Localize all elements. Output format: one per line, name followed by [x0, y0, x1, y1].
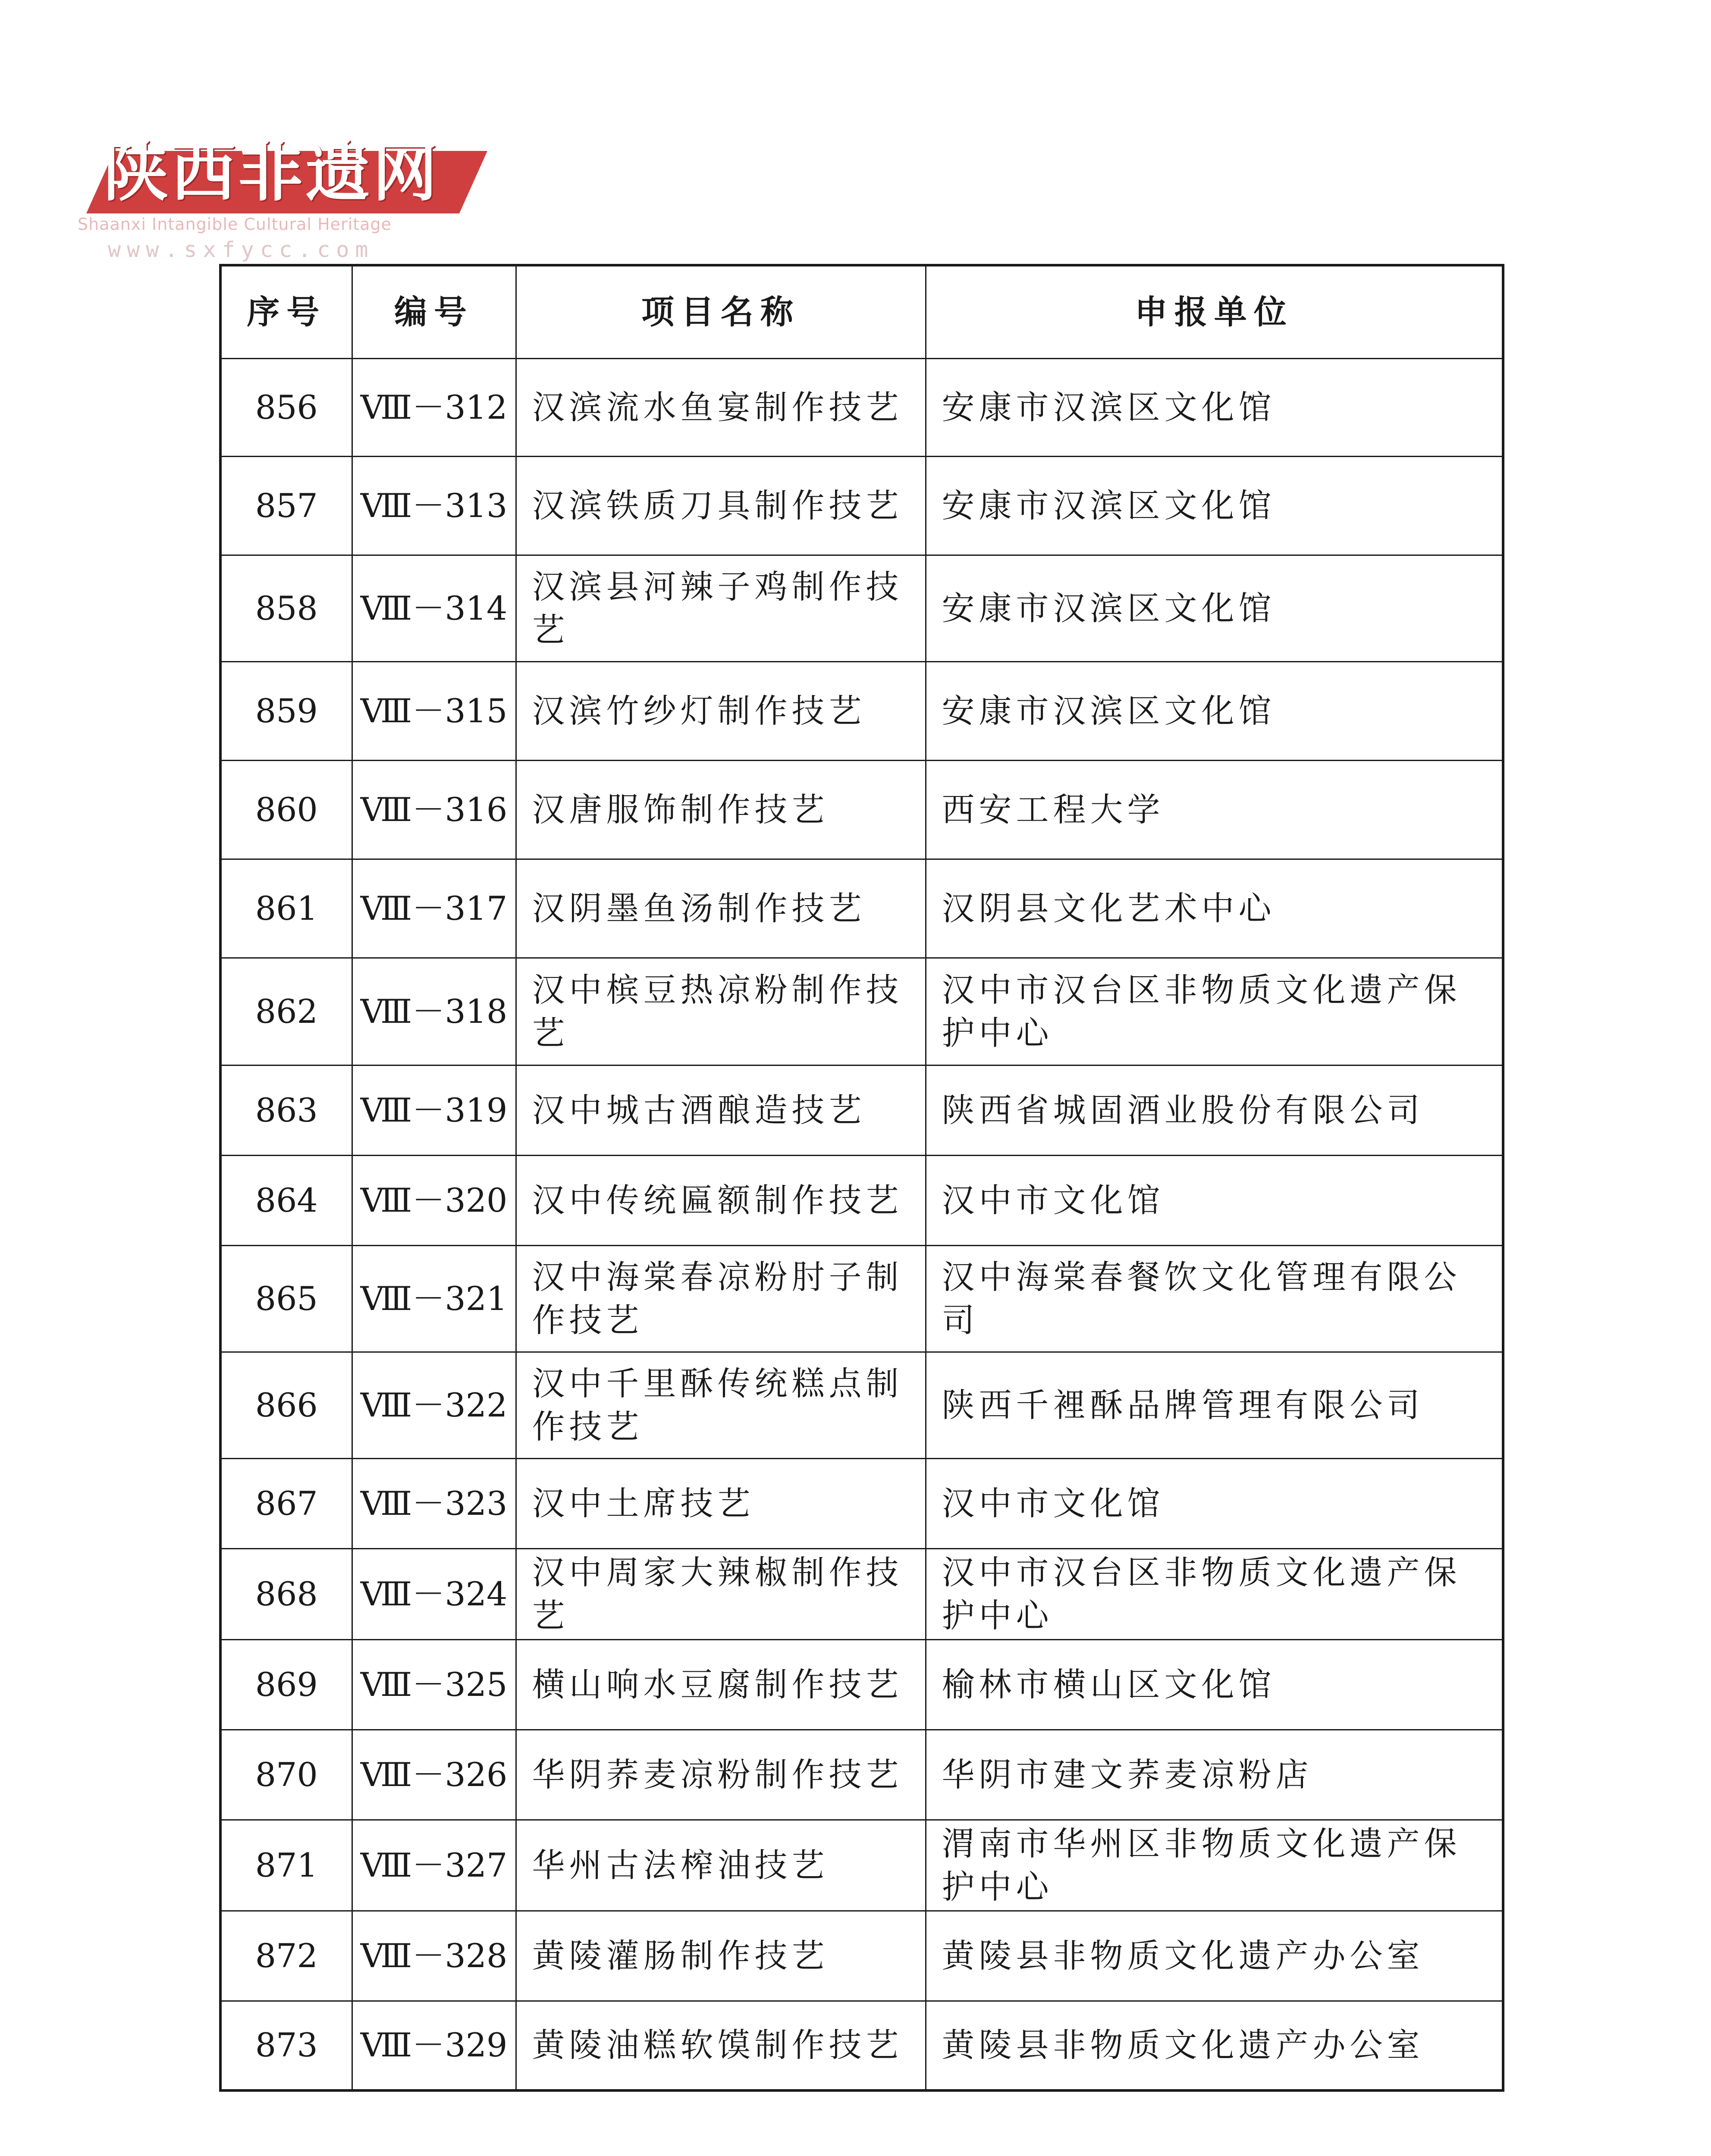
table-row — [220, 662, 1503, 761]
header-project-name: 项目名称 — [516, 265, 926, 359]
cell-applicant-unit: 黄陵县非物质文化遗产办公室 — [926, 2001, 1503, 2090]
cell-code: Ⅷ－312 — [352, 359, 516, 457]
cell-applicant-unit: 安康市汉滨区文化馆 — [926, 555, 1503, 662]
cell-project-name: 汉唐服饰制作技艺 — [516, 761, 926, 859]
cell-applicant-unit: 西安工程大学 — [926, 761, 1503, 859]
cell-serial: 859 — [220, 662, 352, 761]
table-row — [220, 2001, 1503, 2090]
cell-serial: 867 — [220, 1459, 352, 1549]
cell-project-name: 汉中周家大辣椒制作技艺 — [516, 1549, 926, 1640]
cell-serial: 862 — [220, 958, 352, 1065]
cell-project-name: 汉滨流水鱼宴制作技艺 — [516, 359, 926, 457]
cell-code: Ⅷ－319 — [352, 1065, 516, 1156]
cell-code: Ⅷ－317 — [352, 859, 516, 958]
cell-code: Ⅷ－326 — [352, 1730, 516, 1820]
cell-serial: 870 — [220, 1730, 352, 1820]
cell-serial: 871 — [220, 1820, 352, 1911]
cell-serial: 866 — [220, 1352, 352, 1459]
cell-code: Ⅷ－323 — [352, 1459, 516, 1549]
cell-serial: 858 — [220, 555, 352, 662]
logo-url: www.sxfycc.com — [108, 237, 374, 262]
table-row — [220, 1640, 1503, 1730]
cell-code: Ⅷ－320 — [352, 1156, 516, 1246]
cell-serial: 868 — [220, 1549, 352, 1640]
cell-applicant-unit: 汉中市汉台区非物质文化遗产保护中心 — [926, 1549, 1503, 1640]
cell-code: Ⅷ－313 — [352, 457, 516, 555]
cell-serial: 861 — [220, 859, 352, 958]
cell-serial: 865 — [220, 1246, 352, 1352]
cell-project-name: 汉中槟豆热凉粉制作技艺 — [516, 958, 926, 1065]
cell-applicant-unit: 华阴市建文荞麦凉粉店 — [926, 1730, 1503, 1820]
cell-serial: 872 — [220, 1911, 352, 2001]
cell-applicant-unit: 黄陵县非物质文化遗产办公室 — [926, 1911, 1503, 2001]
cell-serial: 860 — [220, 761, 352, 859]
logo-subtitle: Shaanxi Intangible Cultural Heritage — [78, 215, 392, 234]
cell-project-name: 黄陵灌肠制作技艺 — [516, 1911, 926, 2001]
table-row — [220, 1065, 1503, 1156]
cell-project-name: 横山响水豆腐制作技艺 — [516, 1640, 926, 1730]
cell-project-name: 汉滨竹纱灯制作技艺 — [516, 662, 926, 761]
header-applicant-unit: 申报单位 — [926, 265, 1503, 359]
cell-applicant-unit: 陕西千裡酥品牌管理有限公司 — [926, 1352, 1503, 1459]
cell-applicant-unit: 汉中市文化馆 — [926, 1459, 1503, 1549]
cell-serial: 857 — [220, 457, 352, 555]
cell-project-name: 汉中土席技艺 — [516, 1459, 926, 1549]
cell-code: Ⅷ－324 — [352, 1549, 516, 1640]
table-row — [220, 1156, 1503, 1246]
table-row — [220, 958, 1503, 1065]
table-row — [220, 1459, 1503, 1549]
cell-applicant-unit: 榆林市横山区文化馆 — [926, 1640, 1503, 1730]
table-row — [220, 359, 1503, 457]
header-serial: 序号 — [220, 265, 352, 359]
table-row — [220, 555, 1503, 662]
cell-code: Ⅷ－318 — [352, 958, 516, 1065]
table-row — [220, 859, 1503, 958]
cell-serial: 873 — [220, 2001, 352, 2090]
cell-serial: 869 — [220, 1640, 352, 1730]
cell-applicant-unit: 汉中市汉台区非物质文化遗产保护中心 — [926, 958, 1503, 1065]
cell-serial: 863 — [220, 1065, 352, 1156]
table-row — [220, 1352, 1503, 1459]
cell-code: Ⅷ－314 — [352, 555, 516, 662]
cell-code: Ⅷ－321 — [352, 1246, 516, 1352]
cell-applicant-unit: 汉中海棠春餐饮文化管理有限公司 — [926, 1246, 1503, 1352]
cell-code: Ⅷ－327 — [352, 1820, 516, 1911]
cell-code: Ⅷ－329 — [352, 2001, 516, 2090]
cell-applicant-unit: 安康市汉滨区文化馆 — [926, 662, 1503, 761]
cell-applicant-unit: 汉中市文化馆 — [926, 1156, 1503, 1246]
cell-project-name: 华州古法榨油技艺 — [516, 1820, 926, 1911]
cell-project-name: 汉中海棠春凉粉肘子制作技艺 — [516, 1246, 926, 1352]
heritage-project-table — [219, 264, 1504, 2092]
cell-project-name: 黄陵油糕软馍制作技艺 — [516, 2001, 926, 2090]
cell-applicant-unit: 渭南市华州区非物质文化遗产保护中心 — [926, 1820, 1503, 1911]
cell-applicant-unit: 汉阴县文化艺术中心 — [926, 859, 1503, 958]
cell-code: Ⅷ－315 — [352, 662, 516, 761]
cell-code: Ⅷ－325 — [352, 1640, 516, 1730]
site-logo — [69, 112, 500, 262]
cell-project-name: 汉中传统匾额制作技艺 — [516, 1156, 926, 1246]
table-row — [220, 1246, 1503, 1352]
cell-project-name: 汉滨县河辣子鸡制作技艺 — [516, 555, 926, 662]
cell-serial: 864 — [220, 1156, 352, 1246]
table-header-row — [220, 265, 1503, 359]
cell-code: Ⅷ－316 — [352, 761, 516, 859]
logo-title: 陕西非遗网 — [104, 135, 440, 210]
table-row — [220, 761, 1503, 859]
cell-applicant-unit: 陕西省城固酒业股份有限公司 — [926, 1065, 1503, 1156]
table-row — [220, 1820, 1503, 1911]
cell-project-name: 汉中城古酒酿造技艺 — [516, 1065, 926, 1156]
cell-project-name: 汉滨铁质刀具制作技艺 — [516, 457, 926, 555]
table-row — [220, 1549, 1503, 1640]
cell-code: Ⅷ－322 — [352, 1352, 516, 1459]
table-row — [220, 1911, 1503, 2001]
cell-serial: 856 — [220, 359, 352, 457]
table-row — [220, 1730, 1503, 1820]
cell-applicant-unit: 安康市汉滨区文化馆 — [926, 457, 1503, 555]
cell-project-name: 汉阴墨鱼汤制作技艺 — [516, 859, 926, 958]
cell-project-name: 华阴荞麦凉粉制作技艺 — [516, 1730, 926, 1820]
cell-project-name: 汉中千里酥传统糕点制作技艺 — [516, 1352, 926, 1459]
cell-code: Ⅷ－328 — [352, 1911, 516, 2001]
header-code: 编号 — [352, 265, 516, 359]
cell-applicant-unit: 安康市汉滨区文化馆 — [926, 359, 1503, 457]
table-row — [220, 457, 1503, 555]
